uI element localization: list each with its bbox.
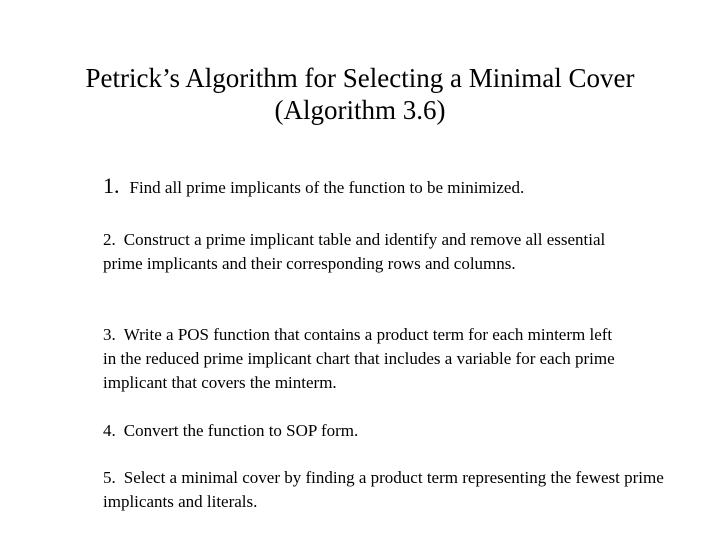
step-5-number: 5. — [103, 468, 116, 487]
step-3-number: 3. — [103, 325, 116, 344]
step-2 — [103, 228, 623, 276]
step-2-number: 2. — [103, 230, 116, 249]
slide-title — [40, 62, 680, 126]
step-5 — [103, 466, 673, 514]
step-1-text: Find all prime implicants of the function to be minimized. — [129, 178, 525, 197]
step-1 — [103, 174, 683, 200]
step-4-number: 4. — [103, 421, 116, 440]
slide-title-line-1: Petrick’s Algorithm for Selecting a Minimal Cover — [85, 63, 635, 93]
step-3-text: Write a POS function that contains a product term for each minterm left in the reduced prime implicant chart that includes a variable for each prime implicant that covers the minterm. — [103, 325, 615, 392]
slide-title-line-2: (Algorithm 3.6) — [274, 95, 446, 125]
step-3 — [103, 323, 623, 395]
step-5-text: Select a minimal cover by finding a product term representing the fewest prime implicants and literals. — [103, 468, 664, 511]
step-1-number: 1. — [103, 173, 120, 198]
step-4-text: Convert the function to SOP form. — [123, 421, 359, 440]
step-2-text: Construct a prime implicant table and identify and remove all essential prime implicants and their corresponding rows and columns. — [103, 230, 606, 273]
step-4 — [103, 419, 683, 443]
